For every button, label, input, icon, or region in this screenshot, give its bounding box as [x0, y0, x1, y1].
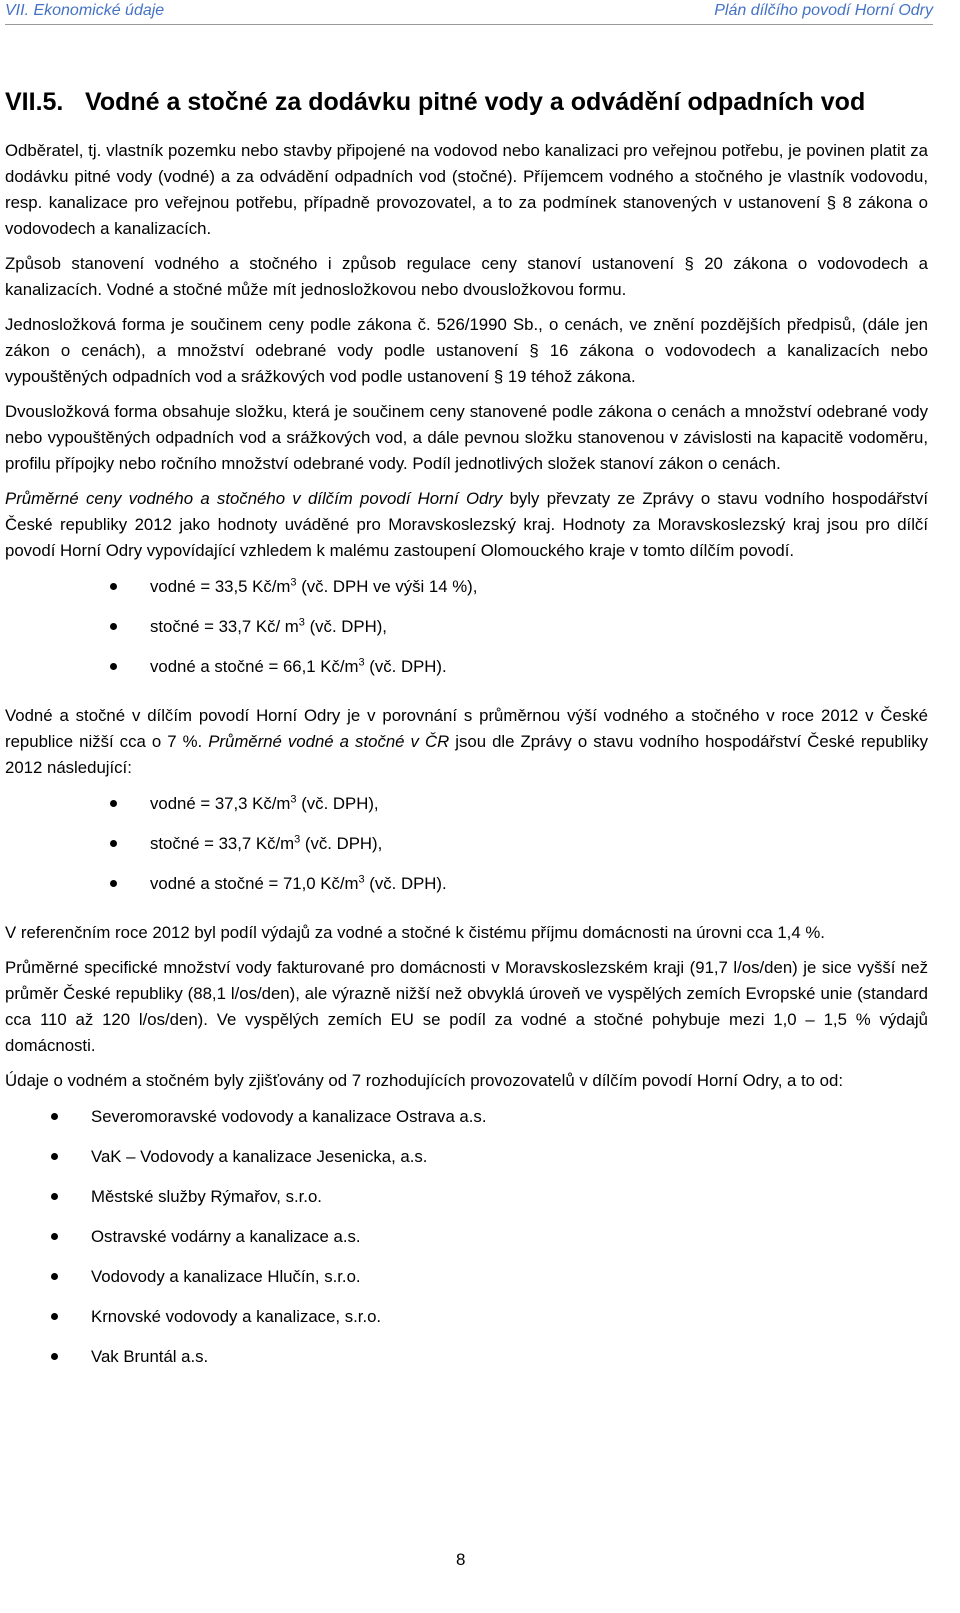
bullet-icon [51, 1273, 58, 1280]
bullet-icon [110, 663, 117, 670]
header-chapter: VII. Ekonomické údaje [5, 2, 165, 19]
section-number: VII.5. [5, 88, 64, 116]
bullet-icon [51, 1193, 58, 1200]
bullet-icon [110, 840, 117, 847]
regional-price-list [5, 573, 928, 693]
list-item: Městské služby Rýmařov, s.r.o. [5, 1183, 928, 1223]
list-item: vodné = 33,5 $Kč/m^3$ (vč. DPH ve výši 14 %), [5, 573, 928, 613]
bullet-icon [51, 1153, 58, 1160]
paragraph-4: Dvousložková forma obsahuje složku, která je součinem ceny stanovené podle zákona o cenách a množství odebrané vody nebo vypouštěných odpadních vod a srážkových vod, a dále pevnou složku stanovenou v závislosti na kapacitě vodoměru, profilu přípojky nebo ročního množství odebrané vody. Podíl jednotlivých složek stanoví zákon o cenách. [5, 402, 928, 473]
list-item: Ostravské vodárny a kanalizace a.s. [5, 1223, 928, 1263]
paragraph-2: Způsob stanovení vodného a stočného i způsob regulace ceny stanoví ustanovení § 20 zákona o vodovodech a kanalizacích. Vodné a stočné může mít jednosložkovou nebo dvousložkovou formu. [5, 254, 928, 299]
paragraph-5-text: byly převzaty ze Zprávy o stavu vodního hospodářství České republiky 2012 jako hodnoty uváděné pro Moravskoslezský kraj. Hodnoty za Moravskoslezský kraj jsou pro dílčí povodí Horní Odry vypovídající vzhledem k malému zastoupení Olomouckého kraje v tomto dílčím povodí. [5, 489, 928, 560]
bullet-icon [110, 583, 117, 590]
bullet-icon [110, 623, 117, 630]
document-body [5, 138, 928, 1393]
section-title: Vodné a stočné za dodávku pitné vody a odvádění odpadních vod [85, 88, 866, 116]
list-item: VaK – Vodovody a kanalizace Jesenicka, a.s. [5, 1143, 928, 1183]
list-item: vodné a stočné = 71,0 $Kč/m^3$ (vč. DPH). [5, 870, 928, 910]
paragraph-6-italic: Průměrné vodné a stočné v ČR [208, 732, 450, 751]
paragraph-8: Průměrné specifické množství vody fakturované pro domácnosti v Moravskoslezském kraji (91,7 l/os/den) je sice vyšší než průměr České republiky (88,1 l/os/den), ale výrazně nižší než obvyklá úroveň ve vyspělých zemích Evropské unie (standard cca 110 až 120 l/os/den). Ve vyspělých zemích EU se podíl za vodné a stočné pohybuje mezi 1,0 – 1,5 % výdajů domácnosti. [5, 958, 928, 1055]
bullet-icon [110, 800, 117, 807]
page-header [5, 2, 933, 25]
bullet-icon [51, 1233, 58, 1240]
list-item: stočné = 33,7 Kč/ $m^3$ (vč. DPH), [5, 613, 928, 653]
page-number: 8 [456, 1550, 466, 1569]
paragraph-6: Vodné a stočné v dílčím povodí Horní Odry je v porovnání s průměrnou výší vodného a stočného v roce 2012 v České republice nižší cca o 7 %. Průměrné vodné a stočné v ČR jsou dle Zprávy o stavu vodního hospodářství České republiky 2012 následující: [5, 706, 928, 777]
list-item: vodné = 37,3 $Kč/m^3$ (vč. DPH), [5, 790, 928, 830]
bullet-icon [110, 880, 117, 887]
list-item: stočné = 33,7 $Kč/m^3$ (vč. DPH), [5, 830, 928, 870]
operator-list [5, 1103, 928, 1383]
list-item: Vak Bruntál a.s. [5, 1343, 928, 1383]
paragraph-5 [5, 486, 928, 564]
section-heading [5, 88, 865, 117]
national-price-list [5, 790, 928, 910]
paragraph-5-italic: Průměrné ceny vodného a stočného v dílčím povodí Horní Odry [5, 489, 503, 508]
list-item: Vodovody a kanalizace Hlučín, s.r.o. [5, 1263, 928, 1303]
paragraph-3: Jednosložková forma je součinem ceny podle zákona č. 526/1990 Sb., o cenách, ve znění pozdějších předpisů, (dále jen zákon o cenách), a množství odebrané vody podle ustanovení § 16 zákona o vodovodech a kanalizacích nebo vypouštěných odpadních vod a srážkových vod podle ustanovení § 19 téhož zákona. [5, 315, 928, 386]
paragraph-1: Odběratel, tj. vlastník pozemku nebo stavby připojené na vodovod nebo kanalizaci pro veřejnou potřebu, je povinen platit za dodávku pitné vody (vodné) a za odvádění odpadních vod (stočné). Příjemcem vodného a stočného je vlastník vodovodu, resp. kanalizace pro veřejnou potřebu, případně provozovatel, a to za podmínek stanovených v ustanovení § 8 zákona o vodovodech a kanalizacích. [5, 141, 928, 238]
list-item: Krnovské vodovody a kanalizace, s.r.o. [5, 1303, 928, 1343]
list-item: vodné a stočné = 66,1 $Kč/m^3$ (vč. DPH). [5, 653, 928, 693]
header-document-title: Plán dílčího povodí Horní Odry [714, 2, 933, 19]
paragraph-7: V referenčním roce 2012 byl podíl výdajů za vodné a stočné k čistému příjmu domácnosti na úrovni cca 1,4 %. [5, 923, 825, 942]
list-item: Severomoravské vodovody a kanalizace Ostrava a.s. [5, 1103, 928, 1143]
bullet-icon [51, 1313, 58, 1320]
bullet-icon [51, 1353, 58, 1360]
bullet-icon [51, 1113, 58, 1120]
paragraph-9: Údaje o vodném a stočném byly zjišťovány od 7 rozhodujících provozovatelů v dílčím povodí Horní Odry, a to od: [5, 1071, 844, 1090]
